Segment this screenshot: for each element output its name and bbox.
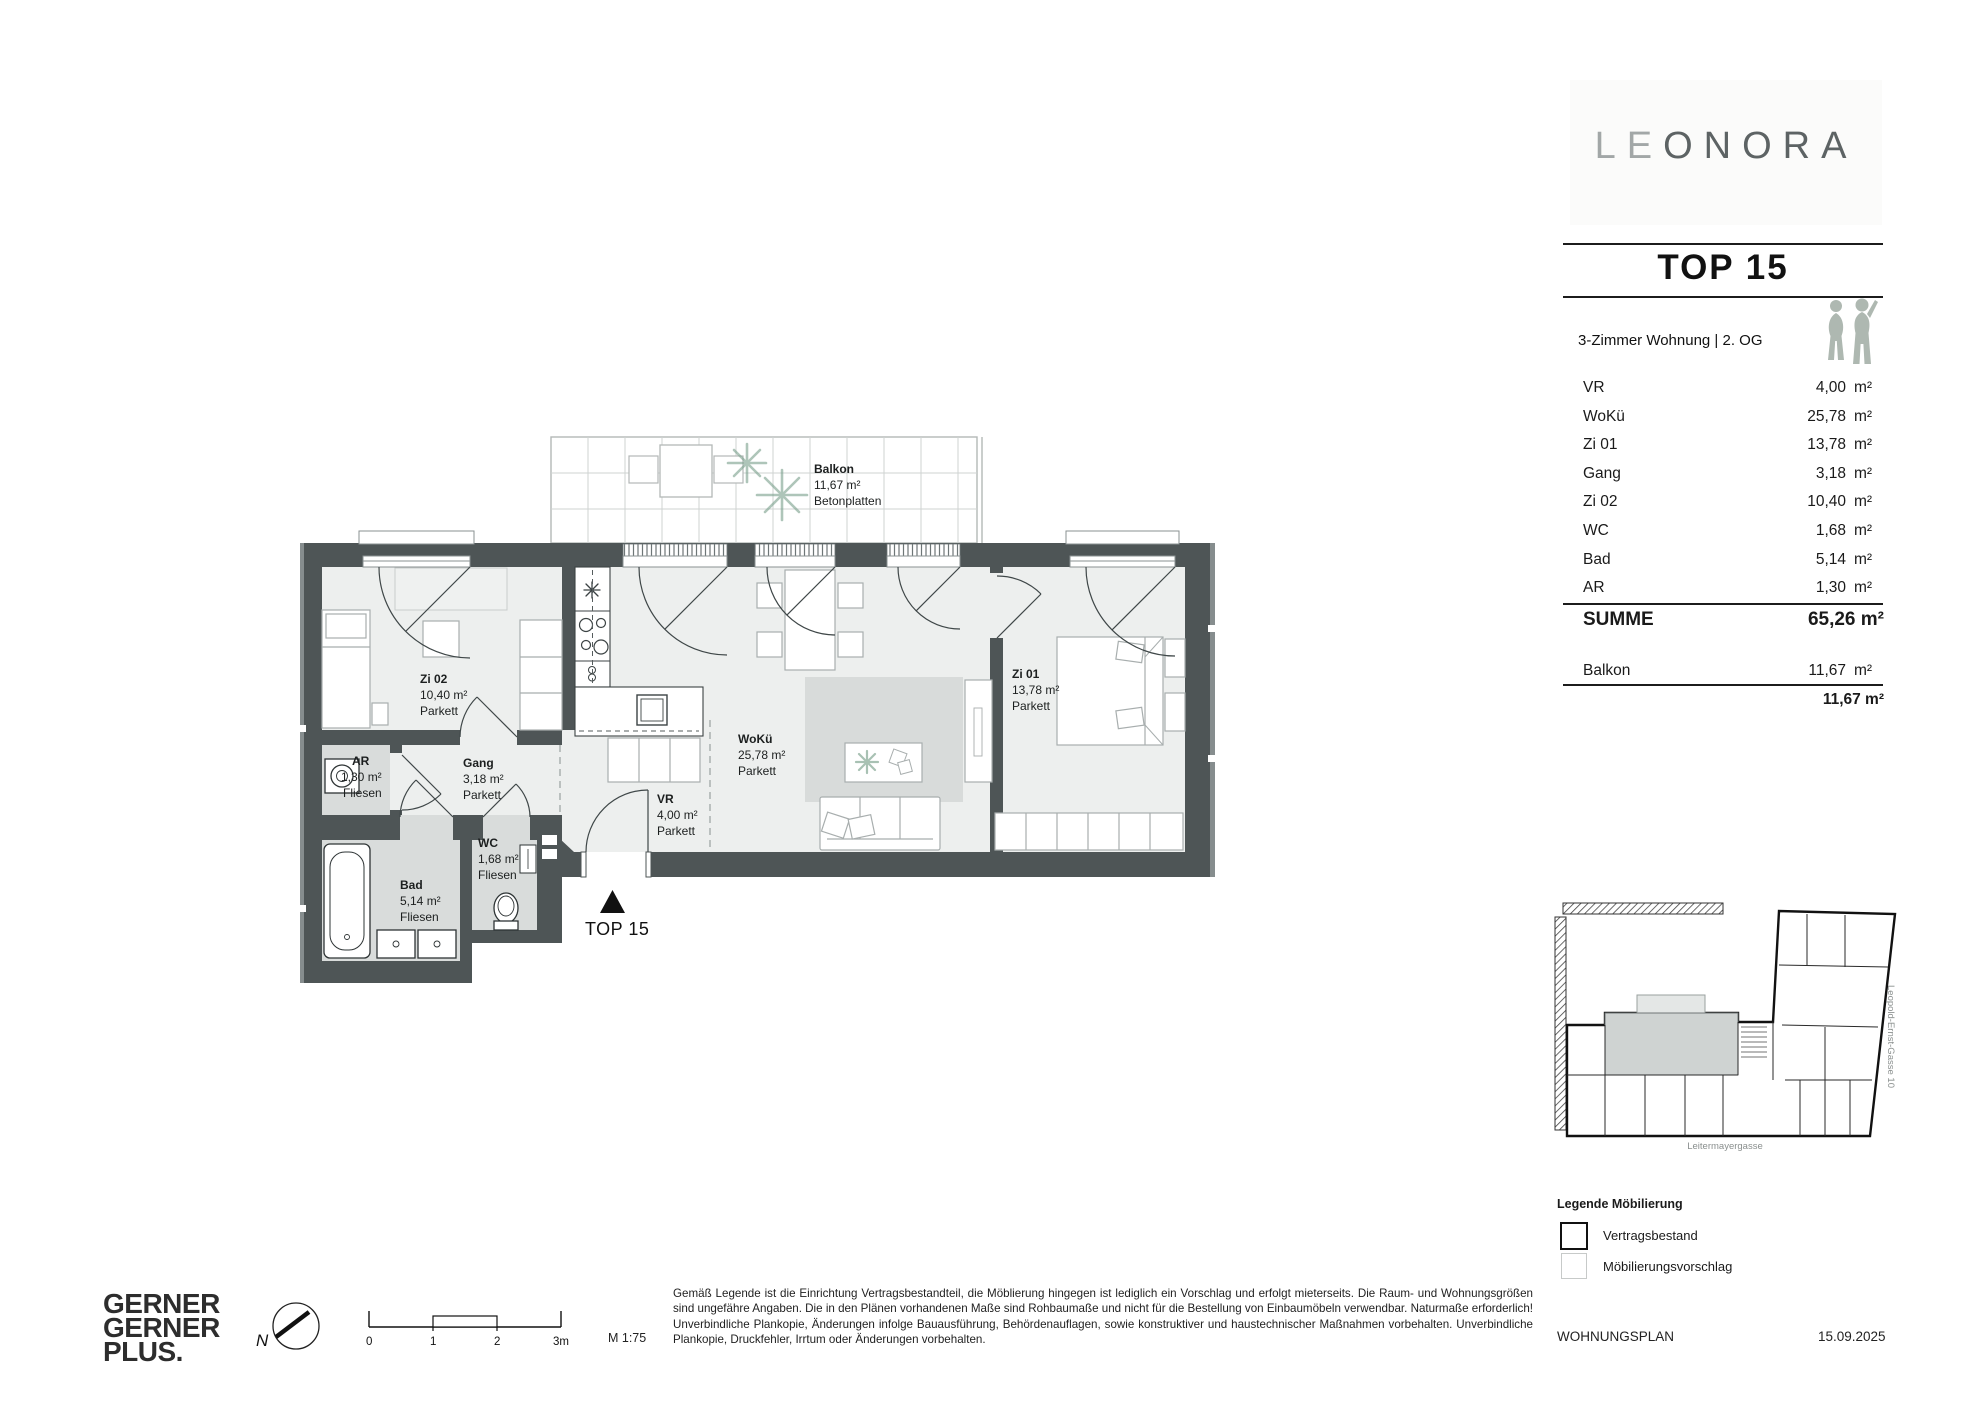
- unit-highlight: [1605, 1013, 1738, 1075]
- svg-text:1: 1: [430, 1336, 437, 1348]
- room-label: Zi 02: [420, 672, 448, 686]
- area-row: Zi 02 10,40 m²: [1583, 493, 1873, 511]
- residents-icon: [1820, 296, 1882, 368]
- svg-text:1,30 m²: 1,30 m²: [341, 770, 382, 784]
- area-row: VR 4,00 m²: [1583, 379, 1873, 396]
- svg-text:Parkett: Parkett: [1012, 699, 1051, 713]
- disclaimer-text: Gemäß Legende ist die Einrichtung Vertragsbestandteil, die Möblierung hingegen ist lediglich ein Vorschlag und erfolgt mieterseits. Die Raum- und Wohnungsgrößen sind ungefähre Angaben. Die in den Plänen vorhandenen Maße sind Rohbaumaße und nicht für die Bestellung von Einbaumöbeln verwendbar. Naturmaße erforderlich! Unverbindliche Plankopie, Änderungen infolge Bauausführung, Behördenauflagen, sowie konstruktiver und haustechnischer Maßnahmen vorbehalten. Unverbindliche Plankopie, Druckfehler, Irrtum oder Änderungen vorbehalten.: [673, 1287, 1533, 1347]
- chair: [757, 632, 782, 657]
- street-label: Leopold-Ernst-Gasse 10: [1885, 985, 1896, 1088]
- north-compass-icon: [250, 1296, 326, 1360]
- area-row: WoKü 25,78 m²: [1583, 407, 1873, 425]
- unit-title: TOP 15: [1657, 248, 1789, 287]
- area-table: [1563, 374, 1884, 603]
- room-label: Balkon: [814, 462, 855, 476]
- svg-text:Fliesen: Fliesen: [343, 786, 382, 800]
- room-label: WC: [478, 836, 498, 850]
- balcony-table: [660, 445, 712, 497]
- chair: [838, 632, 863, 657]
- bed: [1057, 637, 1163, 745]
- room-label: Bad: [400, 878, 423, 892]
- divider: [1563, 243, 1883, 245]
- legend-label: Möbilierungsvorschlag: [1603, 1259, 1733, 1274]
- area-row: WC 1,68 m²: [1583, 521, 1873, 539]
- area-row: Zi 01 13,78 m²: [1583, 436, 1873, 454]
- entry-arrow-icon: [600, 890, 625, 913]
- balcony-chair: [714, 456, 743, 483]
- floor-plan: [295, 425, 1240, 1000]
- window-balcony-door: [755, 544, 835, 567]
- pillow: [326, 614, 366, 638]
- document-type: WOHNUNGSPLAN: [1557, 1329, 1675, 1344]
- svg-text:5,14 m²: 5,14 m²: [400, 894, 441, 908]
- svg-text:Fliesen: Fliesen: [478, 868, 517, 882]
- entry-marker: [585, 890, 649, 939]
- window-balcony-door: [887, 544, 960, 567]
- room-label: AR: [352, 754, 370, 768]
- room-label: VR: [657, 792, 674, 806]
- neighbor-wall: [1563, 903, 1723, 914]
- svg-text:Fliesen: Fliesen: [400, 910, 439, 924]
- neighbor-wall: [1555, 917, 1566, 1130]
- unit-subtitle: 3-Zimmer Wohnung | 2. OG: [1578, 332, 1763, 349]
- desk: [423, 621, 459, 657]
- divider: [1563, 684, 1883, 686]
- balcony-total: 11,67 m²: [1822, 691, 1884, 708]
- sum-row: SUMME 65,26 m²: [1583, 609, 1884, 630]
- wardrobe: [995, 813, 1183, 850]
- svg-text:Parkett: Parkett: [657, 824, 696, 838]
- svg-text:0: 0: [366, 1336, 373, 1348]
- svg-text:2: 2: [494, 1336, 501, 1348]
- livingroom-rug: [805, 677, 963, 802]
- room-label: WoKü: [738, 732, 773, 746]
- svg-text:11,67 m²: 11,67 m²: [814, 478, 861, 492]
- wardrobe: [520, 620, 562, 730]
- plant-icon: [856, 751, 878, 773]
- svg-text:3,18 m²: 3,18 m²: [463, 772, 504, 786]
- balcony: [551, 437, 982, 543]
- unit-balcony-highlight: [1637, 995, 1705, 1013]
- svg-text:Parkett: Parkett: [463, 788, 502, 802]
- svg-text:Parkett: Parkett: [420, 704, 459, 718]
- svg-text:13,78 m²: 13,78 m²: [1012, 683, 1060, 697]
- svg-text:1,68 m²: 1,68 m²: [478, 852, 519, 866]
- balcony-chair: [629, 456, 658, 483]
- area-row: AR 1,30 m²: [1583, 579, 1873, 597]
- svg-text:Parkett: Parkett: [738, 764, 777, 778]
- nightstand: [1165, 693, 1185, 731]
- svg-text:N: N: [256, 1331, 269, 1350]
- architect-logo: GERNER GERNER PLUS.: [103, 1288, 220, 1367]
- room-label: Gang: [463, 756, 494, 770]
- svg-text:3m: 3m: [553, 1336, 569, 1348]
- legend-label: Vertragsbestand: [1603, 1228, 1698, 1243]
- area-row: Bad 5,14 m²: [1583, 550, 1873, 568]
- scale-ratio: M 1:75: [608, 1331, 647, 1345]
- pillow: [1116, 707, 1144, 728]
- nightstand: [1165, 639, 1185, 677]
- svg-text:25,78 m²: 25,78 m²: [738, 748, 786, 762]
- street-label: Leitermayergasse: [1687, 1141, 1763, 1152]
- vr-wardrobe: [608, 738, 700, 782]
- svg-text:TOP 15: TOP 15: [585, 919, 650, 939]
- document-date: 15.09.2025: [1818, 1329, 1886, 1344]
- svg-text:4,00 m²: 4,00 m²: [657, 808, 698, 822]
- chair: [838, 583, 863, 608]
- area-row: Gang 3,18 m²: [1583, 464, 1873, 482]
- brand-logo: LEONORA: [1594, 125, 1858, 167]
- window-balcony-door: [623, 544, 727, 567]
- legend-swatch-vertragsbestand: [1560, 1222, 1588, 1250]
- legend-swatch-moebilierungsvorschlag: [1561, 1253, 1587, 1279]
- svg-text:10,40 m²: 10,40 m²: [420, 688, 468, 702]
- cushion: [848, 815, 875, 839]
- nightstand: [372, 703, 388, 725]
- svg-text:Betonplatten: Betonplatten: [814, 494, 882, 508]
- balcony-row: Balkon 11,67 m²: [1583, 662, 1873, 679]
- scale-bar: [352, 1300, 582, 1352]
- zi02-rug: [395, 568, 507, 610]
- legend-title: Legende Möbilierung: [1557, 1197, 1683, 1211]
- room-label: Zi 01: [1012, 667, 1040, 681]
- site-plan: [1545, 875, 1915, 1170]
